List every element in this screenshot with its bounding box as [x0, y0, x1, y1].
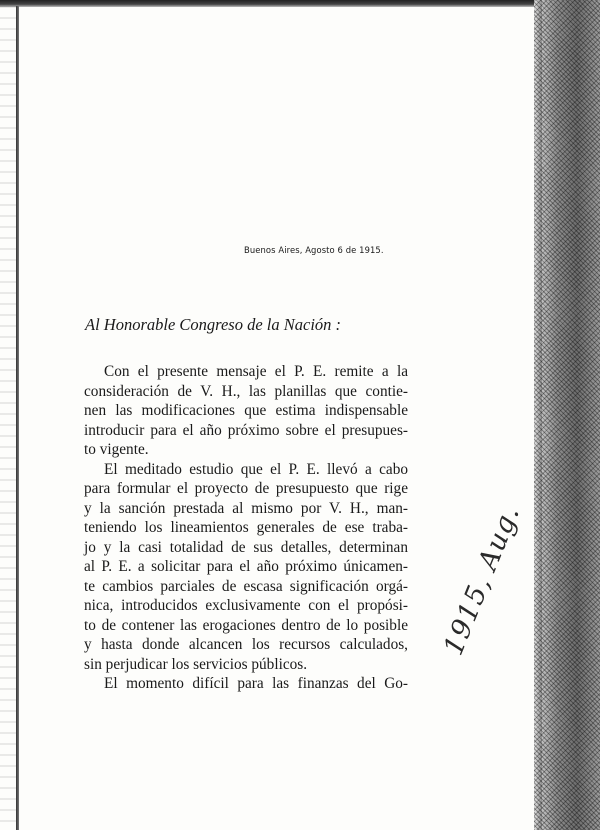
- body-line: al P. E. a solicitar para el año próximo únicamen-: [84, 558, 408, 575]
- salutation: Al Honorable Congreso de la Nación :: [85, 315, 342, 334]
- body-line: introducir para el año próximo sobre el presupues-: [84, 421, 408, 439]
- body-line: te cambios parciales de escasa significación orgá-: [84, 577, 408, 595]
- page-left-edge: [16, 6, 19, 830]
- body-line: El momento difícil para las finanzas del Go-: [104, 675, 408, 692]
- scan-right-edge: [534, 0, 600, 830]
- body-line: to de contener las erogaciones dentro de lo posible: [84, 616, 408, 634]
- body-line: y la sanción prestada al mismo por V. H., man-: [84, 499, 408, 517]
- body-line: sin perjudicar los servicios públicos.: [84, 655, 308, 673]
- scan-top-edge: [0, 0, 600, 7]
- body-line: jo y la casi totalidad de sus detalles, determinan: [84, 538, 408, 556]
- scan-left-margin: [0, 6, 16, 830]
- handwritten-margin-note: 1915, Aug.: [438, 500, 527, 660]
- body-line: El meditado estudio que el P. E. llevó a cabo: [104, 460, 408, 478]
- body-line: nica, introducidos exclusivamente con el propósi-: [84, 597, 408, 614]
- body-line: nen las modificaciones que estima indispensable: [84, 402, 408, 419]
- dateline: Buenos Aires, Agosto 6 de 1915.: [244, 245, 384, 255]
- body-line: y hasta donde alcancen los recursos calculados,: [84, 636, 408, 653]
- body-line: para formular el proyecto de presupuesto que rige: [84, 480, 408, 497]
- page-right-shadow: [536, 0, 542, 830]
- letter-body: [84, 362, 408, 694]
- body-line: to vigente.: [84, 441, 149, 458]
- body-line: teniendo los lineamientos generales de ese traba-: [84, 519, 408, 536]
- body-line: consideración de V. H., las planillas que contie-: [84, 382, 408, 400]
- body-line: Con el presente mensaje el P. E. remite a la: [104, 363, 408, 380]
